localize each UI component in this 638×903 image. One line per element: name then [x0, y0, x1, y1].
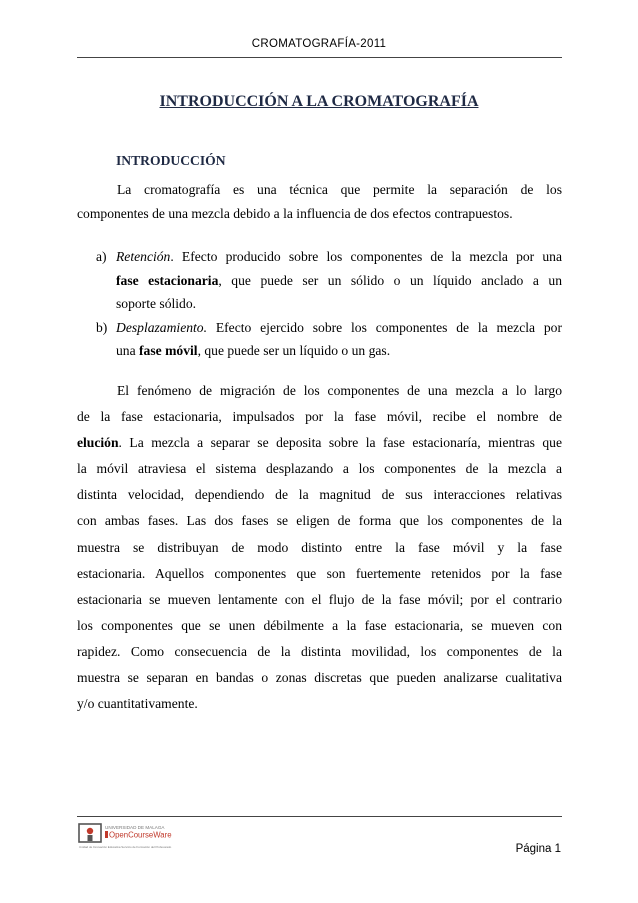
term-italic: Retención	[116, 249, 171, 264]
text-line: estacionaria se mueven lentamente con el flujo de la fase móvil; por el contrario	[77, 591, 562, 607]
text-span: una	[116, 343, 140, 359]
text-line	[116, 316, 562, 340]
page-number: Página 1	[515, 843, 561, 855]
text-span: , que puede ser un líquido o un gas.	[197, 343, 391, 359]
term-bold: elución	[77, 435, 119, 451]
running-header: CROMATOGRAFÍA-2011	[251, 38, 387, 50]
text-span: . Efecto producido sobre los componentes de la mezcla por una	[170, 249, 562, 264]
text-line: La cromatografía es una técnica que permite la separación de los	[117, 182, 562, 197]
header-rule	[77, 57, 562, 58]
list-marker: a)	[96, 249, 107, 264]
logo-university: UNIVERSIDAD DE MALAGA	[105, 825, 165, 830]
text-line: muestra se distribuyan de modo distinto entre la fase móvil y la fase	[77, 539, 562, 555]
term-bold: fase estacionaria	[116, 272, 219, 288]
logo-ocw: OpenCourseWare	[109, 830, 172, 840]
intro-paragraph	[77, 178, 562, 225]
list-marker: b)	[96, 319, 108, 335]
text-span: , que puede ser un sólido o un líquido anclado a un	[218, 272, 562, 288]
list-item-displacement	[96, 316, 562, 363]
effects-list	[96, 245, 562, 363]
text-line: con ambas fases. Las dos fases se eligen de forma que los componentes de la	[77, 513, 562, 529]
text-line: distinta velocidad, dependiendo de la magnitud de sus interacciones relativas	[77, 487, 562, 503]
text-span: Efecto ejercido sobre los componentes de la mezcla por	[207, 319, 562, 335]
text-line	[116, 339, 562, 363]
text-line	[116, 269, 562, 293]
list-item-retention	[96, 245, 562, 316]
text-line: de la fase estacionaria, impulsados por la fase móvil, recibe el nombre de	[77, 409, 562, 425]
footer-rule	[77, 816, 562, 817]
text-line	[116, 245, 562, 269]
document-title: INTRODUCCIÓN A LA CROMATOGRAFÍA	[159, 93, 479, 110]
text-line: la móvil atraviesa el sistema desplazando a los componentes de la mezcla a	[77, 461, 562, 477]
text-line: y/o cuantitativamente.	[77, 696, 198, 712]
text-line	[77, 430, 562, 456]
text-line: componentes de una mezcla debido a la influencia de dos efectos contrapuestos.	[77, 205, 513, 221]
text-line: estacionaria. Aquellos componentes que son fuertemente retenidos por la fase	[77, 565, 562, 581]
text-span: . La mezcla a separar se deposita sobre la fase estacionaría, mientras que	[118, 435, 562, 451]
term-bold: fase móvil	[139, 343, 198, 359]
body-paragraph	[77, 378, 562, 717]
text-line: los componentes que se unen débilmente a la fase estacionaria, se mueven con	[77, 617, 562, 633]
text-line: muestra se separan en bandas o zonas discretas que pueden analizarse cualitativa	[77, 670, 562, 686]
section-heading: INTRODUCCIÓN	[116, 153, 226, 168]
term-italic: Desplazamiento.	[116, 319, 207, 335]
ocw-emblem-icon	[79, 824, 101, 842]
logo-subtitle: Unidad de Innovación Educativa Servicio de Formación del Profesorado	[79, 845, 172, 849]
ocw-logo	[78, 821, 188, 851]
text-line: El fenómeno de migración de los componentes de una mezcla a lo largo	[117, 383, 562, 398]
text-line: rapidez. Como consecuencia de la distinta movilidad, los componentes de la	[77, 643, 562, 659]
text-line: soporte sólido.	[116, 296, 197, 312]
